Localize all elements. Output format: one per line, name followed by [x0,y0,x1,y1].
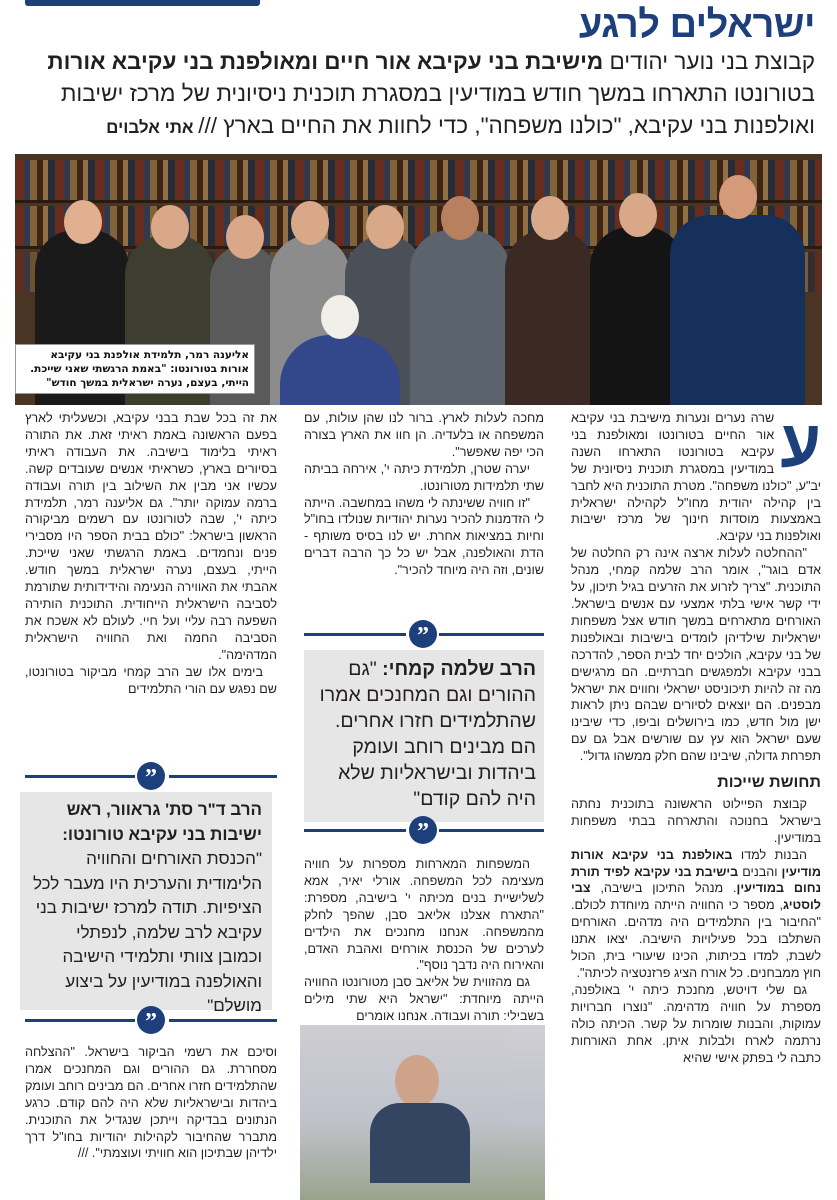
person-head [619,193,657,237]
person-head [321,295,359,339]
person-head [226,215,264,259]
column-left [25,410,277,697]
quote-rule [25,775,135,778]
author-name: אתי אלבוים [106,118,199,137]
quote-rule [439,633,544,636]
quote-text: "גם ההורים וגם המחנכים אמרו שהתלמידים חזרו אחרים. הם מבינים רוחב ועומק ביהדות ובישראליות שלא היה להם קודם" [319,658,536,810]
quote-rule [439,829,544,832]
subtitle-bold: מישיבת בני עקיבא אור חיים ומאולפנת בני עקיבא אורות [47,49,604,74]
group-photo [15,154,822,405]
paragraph: וסיכם את רשמי הביקור בישראל. "ההצלחה מסחררת. גם ההורים וגם המחנכים אמרו שהתלמידים חזרו אחרים. הם מבינים רוחב ועומק ביהדות ובישראליות שלא היה להם קודם. כרגע הנתונים בבדיקה וייתכן שנגדיל את התוכנית. מתברר שהחיבור לקהילות יהודיות בחו"ל דרך ילדיהן שבתיכון הוא חוויתי ועוצמתי". /// [25,1045,277,1161]
person [670,215,805,405]
shelf [15,200,822,203]
quote-rule [304,829,406,832]
person-head [441,196,479,240]
paragraph: את זה בכל שבת בבני עקיבא, וכשעליתי לארץ בפעם הראשונה באמת ראיתי זאת. את התורה ראיתי בלימוד בישיבה. את העבודה ראיתי בסיורים בארץ, כשראיתי אנשים שעובדים קשה. עכשיו אני מבין את השילוב בין תורה ועבודה ברמה עמוקה יותר". גם אליענה רמר, תלמידת כיתה י', שבה לטורונטו עם רשמים מביקורה הראשון בישראל: "כולם בבית הספר היו מסבירי פנים ונחמדים. באמת הרגשתי שאני שייכת. הייתי, בעצם, נערה ישראלית במשך חודש. אהבתי את האווירה הנעימה והידידותית שתורמת לסביבה הישראלית הייחודית. התוכנית הותירה השפעה רבה עליי ועל חיי. לעולם לא אשכח את הסביבה החמה ואת החוויה הישראלית המדהימה". [25,411,277,662]
quote-mark-icon: ” [137,1006,165,1034]
quote-mark-icon: ” [409,816,437,844]
paragraph [571,847,821,982]
person-body [370,1103,470,1183]
person-name: צבי לוסטיג [571,881,821,913]
person [410,230,510,405]
person-head [531,196,569,240]
person-head [719,175,757,219]
school-name: באולפנת בני עקיבא אורות מודיעין [571,847,821,879]
quote-rule [25,1019,135,1022]
photo-caption: אליענה רמר, תלמידת אולפנת בני עקיבא אורות בטורונטו: "באמת הרגשתי שאני שייכת. הייתי, בעצם, נערה ישראלית במשך חודש" [15,344,255,394]
paragraph: מחכה לעלות לארץ. ברור לנו שהן עולות, עם המשפחה או בלעדיה. הן חוו את הארץ בצורה הכי יפה שאפשר". [304,411,544,459]
quote-text: "הכנסת האורחים והחוויה הלימודית והערכית היו מעבר לכל הציפיות. תודה למרכז ישיבות בני עקיבא לרב שלמה, לנפתלי וכמובן צוותי ותלמידי הישיבה והאולפנה במודיעין על ביצוע מושלם" [32,849,262,1015]
drop-cap: ע [780,406,821,480]
subtitle-part1: קבוצת בני נוער יהודים [603,49,815,74]
text-run: . מנהל התיכון בישיבה, [590,881,737,896]
column-middle [304,410,544,579]
paragraph: המשפחות המארחות מספרות על חוויה מעצימה לכל המשפחה. אורלי יאיר, אמא לשלישיית בנים מכיתה י' בישיבה, מספרת: "התארח אצלנו אליאב סבן, שהפך לחלק מהמשפחה. אנחנו מחנכים את הילדים לערכים של הכנסת אורחים ואהבת האדם, והאירוח היה נדבך נוסף". [304,857,544,973]
paragraph: יערה שטרן, תלמידת כיתה י', אירחה בביתה שתי תלמידות מטורונטו. [304,461,544,493]
bottom-photo-student [300,1025,545,1200]
article-title: ישראלים לרגע [578,4,815,46]
quote-speaker: הרב שלמה קמחי: [382,658,536,680]
quote-mark-icon: ” [137,762,165,790]
quote-rule [169,1019,277,1022]
column-left-lower [25,1044,277,1162]
top-accent-bar [25,0,260,6]
pull-quote-kimchi [304,650,544,822]
bookshelf-row [15,160,822,200]
person-head [64,200,102,244]
person-head [395,1055,439,1107]
school-name: בישיבת בני עקיבא לפיד תורת נחום במודיעין [571,864,822,896]
person-head [291,201,329,245]
column-middle-lower [304,856,544,1025]
paragraph: גם מהזווית של אליאב סבן מטורונטו החוויה הייתה מיוחדת: "ישראל היא שתי מילים בשבילי: תורה ועבודה. אנחנו אומרים [304,975,544,1024]
quote-rule [169,775,277,778]
paragraph: גם שלי דויטש, מחנכת כיתה י' באולפנה, מספרת על חוויה מדהימה. "נוצרו חברויות עמוקות, והבנות שומרות על קשר. הכיתה כולה נרתמה לארח ולבלות איתן. אחת האורחות כתבה לי בפתק אישי שהיא [571,982,821,1065]
paragraph: קבוצת הפיילוט הראשונה בתוכנית נחתה בישראל בחנוכה והתארחה בבתי משפחות במודיעין. [571,796,821,845]
column-right [571,406,822,1066]
person-head [151,205,189,249]
quote-mark-icon: ” [409,620,437,648]
subtitle-part2: בטורונטו התארחו במשך חודש במודיעין במסגרת תוכנית ניסיונית של מרכז ישיבות ואולפנות בני עקיבא, "כולנו משפחה", כדי לחוות את החיים בארץ /// [60,81,815,138]
person [505,230,595,405]
text-run: , מספר כי החוויה הייתה מיוחדת לכולם. "החיבור בין התלמידים היה מדהים. האורחים השתלבו בכל פעילויות הישיבה. יצאו אתנו לשבת, למדו בכיתות, הכינו שיעורי בית, הכול חוץ ממבחנים. כל אורח הציג פרזנטציה לכיתה". [571,898,821,980]
article-subtitle [15,46,815,144]
quote-rule [304,633,406,636]
quote-speaker: הרב ד"ר סת' גראוור, ראש ישיבות בני עקיבא טורונטו: [62,800,262,844]
paragraph: בימים אלו שב הרב קמחי מביקור בטורונטו, שם נפגש עם הורי התלמידים [25,664,277,696]
pull-quote-grauer [20,792,272,1015]
text-run: הבנות למדו [732,847,807,862]
paragraph: "ההחלטה לעלות ארצה אינה רק החלטה של אדם בוגר", אומר הרב שלמה קמחי, מנהל התוכנית. "צריך לזרוע את הזרעים בגיל תיכון, על ידי קשר אישי בלתי אמצעי עם אנשים בישראל. האורחים מתארחים במשך חודש אצל משפחות ישראליות שילדיהן לומדים בישיבות ובאולפנות של בני עקיבא, הולכים יחד לבית הספר, להדרכה בבני עקיבא ולמפגשים חברתיים. הם מרגישים מה זה להיות תיכוניסט ישראלי וחווים את ישראל מבפנים. הם יוצאים לסיורים שבהם ניתן לראות ישן מול חדש, כמו בירושלים וביפו, כדי שיבינו שעם ישראל הוא עץ עם שורשים אבל גם עם תפרחת גדולה, שיבינו שהם חלק ממשהו גדול". [571,546,821,764]
section-heading: תחושת שייכות [717,774,821,792]
paragraph: שרה נערים ונערות מישיבת בני עקיבא אור החיים בטורונטו ומאולפנת בני עקיבא בטורונטו התארחו השנה במודיעין במסגרת תוכנית ניסיונית של יב"ע, "כולנו משפחה". מטרת התוכנית היא לחבר בין קהילה יהודית מחו"ל לקהילה ישראלית באמצעות מוסדות חינוך של מרכז ישיבות ואולפנות בני עקיבא. [571,411,821,544]
person-head [366,205,404,249]
paragraph: "זו חוויה ששינתה לי משהו במחשבה. הייתה לי הזדמנות להכיר נערות יהודיות שנולדו בחו"ל וחיות במציאות אחרת. יש לנו בסיס משותף - הדת והאולפנה, אבל יש כל כך הרבה דברים שונים, וזה היה מיוחד להכיר". [304,495,544,578]
text-run: והבנים [738,864,782,879]
